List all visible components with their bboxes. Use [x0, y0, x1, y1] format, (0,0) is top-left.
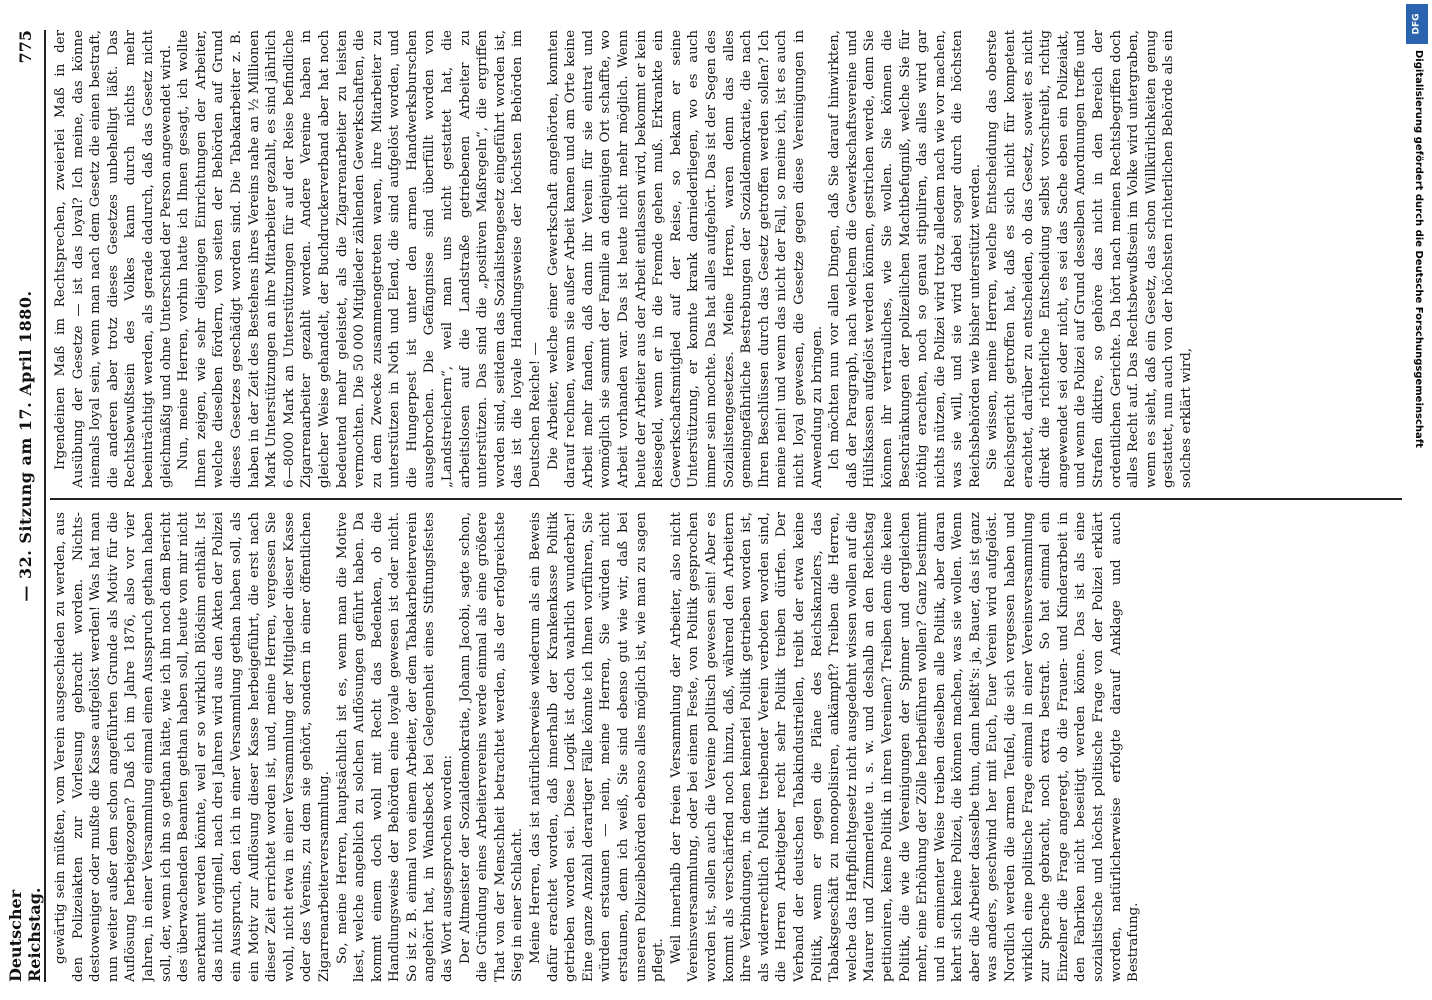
dfg-logo-text: DFG [1411, 13, 1422, 35]
paragraph: gewärtig sein müßten, vom Verein ausgeschieden zu werden, aus den Polizeiakten zur Vorlesung gebracht worden. Nichts-destoweniger oder mußte die Kasse aufgelöst werden! Was hat man nun weiter außer dem schon angeführten Grunde als Motiv für die Auflösung herbeigezogen? Daß ich im Jahre 1876, also vor vier Jahren, in einer Versammlung einmal einen Ausspruch gethan haben soll, der, wenn ich ihn so gethan hätte, wie ich ihn noch dem Bericht des überwachenden Beamten gethan haben soll, heute von mir nicht anerkannt werden könnte, weil er so wirklich Blödsinn enthält. Ist das nicht originell, nach drei Jahren wird aus den Akten der Polizei ein Ausspruch, den ich in einer Versammlung gethan haben soll, als ein Motiv zur Auflösung dieser Kasse herbeigeführt, die erst nach dieser Zeit errichtet worden ist, und, meine Herren, vergessen Sie wohl, nicht etwa in einer Versammlung der Mitglieder dieser Kasse oder des Vereins, zu dem sie gehört, sondern in einer öffentlichen Zigarrenarbeiterversammlung. [53, 512, 332, 982]
paragraph: So, meine Herren, hauptsächlich ist es, wenn man die Motive liest, welche angeblich zu solchen Auflösungen geführt haben. Da kommt einem doch wohl mit Recht das Bedenken, ob die Handlungsweise der Behörden eine loyale gewesen ist oder nicht. So ist z. B. einmal von einem Arbeiter, der dem Tabakarbeiterverein angehört hat, in Wandsbeck bei Gelegenheit eines Stiftungsfestes das Wort ausgesprochen worden: [334, 512, 456, 982]
paragraph: Ich möchten nun vor allen Dingen, daß Sie darauf hinwirkten, daß der Paragraph, nach welchem die Gewerkschaftsvereine und Hülfskassen aufgelöst werden können, gestrichen werde, denn Sie können ihr vertrauliches, wie Sie wollen. Sie können die Beschränkungen der polizeilichen Machtbefugniß, welche Sie für nöthig erachten, noch so genau stipuliren, das alles wird gar nichts nützen, die Polizei wird trotz alledem nach wie vor machen, was sie will, und sie wird dabei sogar durch die höchsten Reichsbehörden wie bisher unterstützt werden. [827, 30, 983, 488]
quotation-paragraph: Der Altmeister der Sozialdemokratie, Johann Jacobi, sagte schon, die Gründung eines Arbeitervereins werde einmal als eine größere That von der Menschheit betrachtet werden, als der erfolgreichste Sieg in einer Schlacht. [457, 512, 526, 982]
paragraph: Meine Herren, das ist natürlicherweise wiederum als ein Beweis dafür erachtet worden, daß innerhalb der Krankenkasse Politik getrieben worden sei. Diese Logik ist doch wahrlich wunderbar! Eine ganze Anzahl derartiger Fälle könnte ich Ihnen vorführen, Sie würden erstaunen — nein, meine Herren, Sie würden nicht erstaunen, denn ich weiß, Sie sind ebenso gut wie wir, daß bei unseren Polizeibehörden ebenso alles möglich ist, wie man zu sagen pflegt. [528, 512, 667, 982]
paragraph: Weil innerhalb der freien Versammlung der Arbeiter, also nicht Vereinsversammlung, oder bei einem Feste, von Politik gesprochen worden ist, sollen auch die Vereine politisch gewesen sein! Aber es kommt als verschärfend noch hinzu, daß, während den Arbeitern ihre Verbindungen, in denen keinerlei Politik getrieben worden ist, als widerrechtlich Politik treibender Verein verboten worden sind, die Herren Arbeitgeber recht sehr Politik treiben dürfen. Der Verband der deutschen Tabakindustriellen, treibt der etwa keine Politik, wenn er gegen die Pläne des Reichskanzlers, das Tabaksgeschäft zu monopolisiren, ankämpft? Treiben die Herren, welche das Haftpflichtgesetz nicht ausgedehnt wissen wollen auf die Maurer und Zimmerleute u. s. w. und deshalb an den Reichstag petitioniren, keine Politik in ihren Vereinen? Treiben denn die keine Politik, die wie die Vereinigungen der Spinner und dergleichen mehr, eine Erhöhung der Zölle herbeiführen wollen? Ganz bestimmt und in eminenter Weise treiben dieselben alle Politik, aber daran kehrt sich keine Polizei, die können machen, was sie wollen. Wenn aber die Arbeiter dasselbe thun, dann heißt's: ja, Bauer, das ist ganz was anders, geschwind her mit Euch, Euer Verein wird aufgelöst. Nordlich werden die armen Teufel, die sich vergessen haben und wirklich eine politische Frage einmal in einer Vereinsversammlung zur Sprache gebracht, noch extra bestraft. So hat einmal ein Einzelner die Frage angeregt, ob die Frauen- und Kinderarbeit in den Fabriken nicht beseitigt werden könne. Das ist als eine sozialistische und höchst politische Frage von der Polizei erklärt worden, natürlicherweise erfolgte darauf Anklage und auch Bestrafung. [668, 512, 1142, 982]
credit-strip [1402, 0, 1432, 1000]
right-text-column [52, 30, 1412, 488]
dfg-logo [1406, 4, 1428, 44]
paragraph: Irgendeinen Maß im Rechtsprechen, zweierlei Maß in der Ausübung der Gesetze — ist das loyal? Ich meine, das könne niemals loyal sein, wenn man nach dem Gesetz die einen bestraft, die anderen aber trotz dieses Gesetzes unbehelligt läßt. Das Rechtsbewußtsein des Volkes kann durch nichts mehr beeinträchtigt werden, als gerade dadurch, daß das Gesetz nicht gleichmäßig und ohne Unterschied der Person angewendet wird. [53, 30, 174, 488]
header-left-title: Deutscher Reichstag. [6, 887, 44, 982]
paragraph: Nun, meine Herren, vorhin hatte ich Ihnen gesagt, ich wollte Ihnen zeigen, wie sehr diejenigen Einrichtungen der Arbeiter, welche dieselben fördern, von seiten der Behörden auf Grund dieses Gesetzes geschädigt worden sind. Die Tabakarbeiter z. B. haben in der Zeit des Bestehens ihres Vereins nahe an ½ Millionen Mark Unterstützungen an ihre Mitarbeiter gezahlt, es sind jährlich 6—8000 Mark an Unterstützungen für auf der Reise befindliche Zigarrenarbeiter gezahlt worden. Andere Vereine haben in gleicher Weise gehandelt, der Buchdruckerverband aber hat noch bedeutend mehr geleistet, als die Zigarrenarbeiter zu leisten vermochten. Die 50 000 Mitglieder zählenden Gewerkschaften, die zu dem Zwecke zusammengetreten waren, ihre Mitarbeiter zu unterstützen in Noth und Elend, die sind aufgelöst worden, und die Hungerpest ist unter den armen Handwerksburschen ausgebrochen. Die Gefängnisse sind überfüllt worden von „Landstreichern“, weil man uns nicht gestattet hat, die arbeitslosen auf die Landstraße getriebenen Arbeiter zu unterstützen. Das sind die „positiven Maßregeln“, die ergriffen worden sind, seitdem das Sozialistengesetz eingeführt worden ist, das ist die loyale Handlungsweise der höchsten Behörden im Deutschen Reiche! — [176, 30, 544, 488]
left-text-column [52, 512, 1412, 982]
page-number: 775 [15, 30, 35, 64]
header-rule [44, 30, 46, 982]
digitization-credit [1413, 50, 1424, 448]
column-divider [50, 498, 1402, 500]
digitization-credit-text: Digitalisierung gefördert durch die Deutsche Forschungsgemeinschaft [1413, 50, 1424, 448]
header-session-title: — 32. Sitzung am 17. April 1880. [15, 290, 35, 602]
running-header [8, 30, 42, 982]
paragraph: Die Arbeiter, welche einer Gewerkschaft angehörten, konnten darauf rechnen, wenn sie außer Arbeit kamen und am Orte keine Arbeit mehr fanden, daß dann ihr Verein für sie eintrat und womöglich sie sammt der Familie an denjenigen Ort schaffte, wo Arbeit vorhanden war. Das ist heute nicht mehr möglich. Wenn heute der Arbeiter aus der Arbeit entlassen wird, bekommt er kein Reisegeld, wenn er in die Fremde gehen muß. Erkrankte ein Gewerkschaftsmitglied auf der Reise, so bekam er seine Unterstützung, er konnte krank darniederliegen, wo es auch immer sein mochte. Das hat alles aufgehört. Das ist der Segen des Sozialistengesetzes. Meine Herren, waren denn das alles gemeingefährliche Bestrebungen der Sozialdemokratie, die nach Ihren Beschlüssen durch das Gesetz getroffen werden sollen? Ich meine nein! und wenn das nicht der Fall, so meine ich, ist es auch nicht loyal gewesen, die Gesetze gegen diese Vereinigungen in Anwendung zu bringen. [545, 30, 825, 488]
paragraph: Sie wissen, meine Herren, welche Entscheidung das oberste Reichsgericht getroffen hat, daß es sich nicht für kompetent erachtet, darüber zu entscheiden, ob das Gesetz, soweit es nicht direkt die richterliche Entscheidung selbst vorschreibt, richtig angewendet sei oder nicht, es sei das Sache eben ein Polizeiakt, und wenn die Polizei auf Grund desselben Anordnungen treffe und Strafen diktire, so gehöre das nicht in den Bereich der ordentlichen Gerichte. Da hört nach meinen Rechtsbegriffen doch alles Recht auf. Das Rechtsbewußtsein im Volke wird untergraben, wenn es sieht, daß ein Gesetz, das schon Willkürlichkeiten genug gestattet, nun auch von der höchsten richterlichen Behörde als ein solches erklärt wird, [985, 30, 1194, 488]
